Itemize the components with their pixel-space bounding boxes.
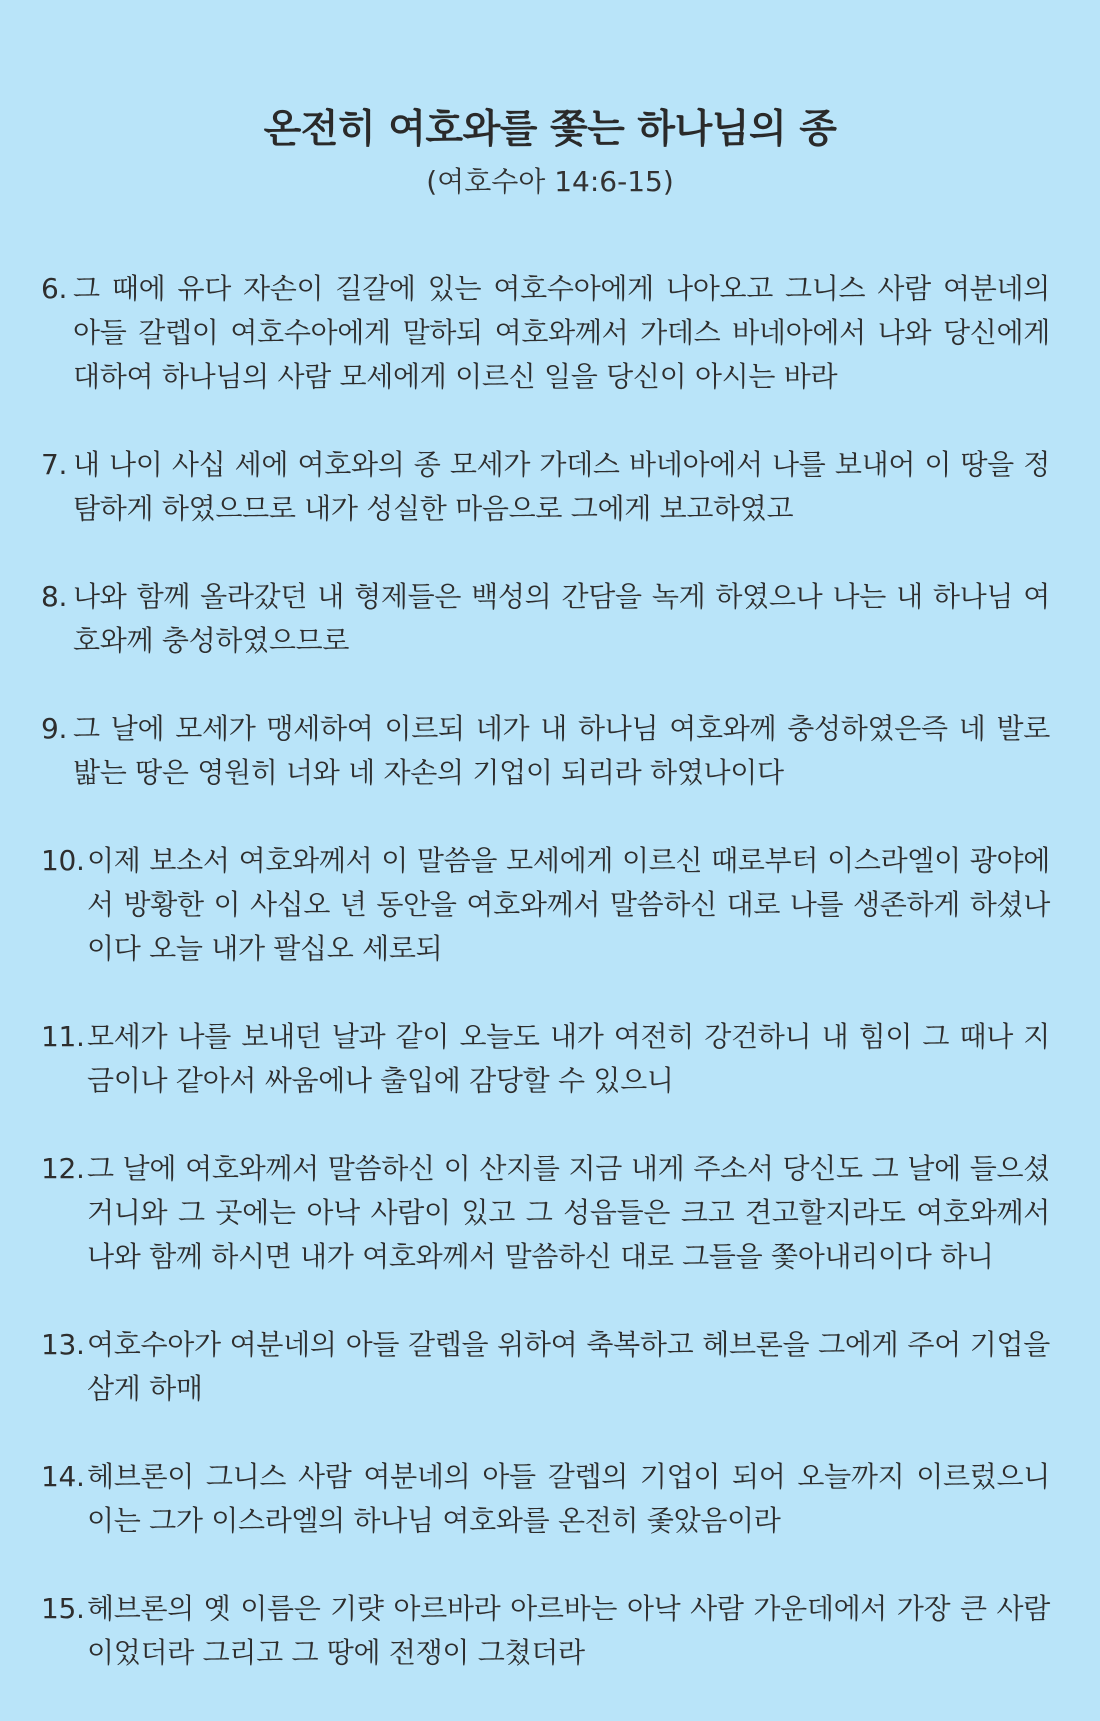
verse-number: 14. [41,1460,85,1493]
verse-text: 나와 함께 올라갔던 내 형제들은 백성의 간담을 녹게 하였으나 나는 내 하나님 여호와께 충성하였으므로 [73,580,1050,657]
verse-text: 헤브론의 옛 이름은 기럇 아르바라 아르바는 아낙 사람 가운데에서 가장 큰 사람이었더라 그리고 그 땅에 전쟁이 그쳤더라 [87,1592,1050,1669]
verse-number: 13. [41,1328,85,1361]
verse-text: 그 때에 유다 자손이 길갈에 있는 여호수아에게 나아오고 그니스 사람 여분네의 아들 갈렙이 여호수아에게 말하되 여호와께서 가데스 바네아에서 나와 당신에게 대하여 하나님의 사람 모세에게 이르신 일을 당신이 아시는 바라 [73,272,1050,393]
scripture-reference: (여호수아 14:6-15) [426,165,674,198]
verse-list [41,267,1050,1675]
verse-number: 12. [41,1152,85,1185]
verse-number: 9. [41,712,68,745]
verse-15 [41,1587,1050,1675]
verse-number: 10. [41,844,85,877]
verse-number: 11. [41,1020,85,1053]
verse-14 [41,1455,1050,1543]
verse-8 [41,575,1050,663]
verse-text: 여호수아가 여분네의 아들 갈렙을 위하여 축복하고 헤브론을 그에게 주어 기업을 삼게 하매 [87,1328,1050,1405]
page-title: 온전히 여호와를 쫓는 하나님의 종 [263,107,837,152]
verse-number: 15. [41,1592,85,1625]
verse-text: 내 나이 사십 세에 여호와의 종 모세가 가데스 바네아에서 나를 보내어 이 땅을 정탐하게 하였으므로 내가 성실한 마음으로 그에게 보고하였고 [73,448,1050,525]
verse-number: 6. [41,272,68,305]
verse-number: 8. [41,580,68,613]
verse-7 [41,443,1050,531]
verse-10 [41,839,1050,971]
verse-text: 이제 보소서 여호와께서 이 말씀을 모세에게 이르신 때로부터 이스라엘이 광야에서 방황한 이 사십오 년 동안을 여호와께서 말씀하신 대로 나를 생존하게 하셨나이다 오늘 내가 팔십오 세로되 [87,844,1050,965]
verse-6 [41,267,1050,399]
verse-9 [41,707,1050,795]
verse-11 [41,1015,1050,1103]
verse-text: 그 날에 모세가 맹세하여 이르되 네가 내 하나님 여호와께 충성하였은즉 네 발로 밟는 땅은 영원히 너와 네 자손의 기업이 되리라 하였나이다 [73,712,1050,789]
verse-text: 그 날에 여호와께서 말씀하신 이 산지를 지금 내게 주소서 당신도 그 날에 들으셨거니와 그 곳에는 아낙 사람이 있고 그 성읍들은 크고 견고할지라도 여호와께서 나와 함께 하시면 내가 여호와께서 말씀하신 대로 그들을 쫓아내리이다 하니 [87,1152,1050,1273]
verse-13 [41,1323,1050,1411]
verse-text: 모세가 나를 보내던 날과 같이 오늘도 내가 여전히 강건하니 내 힘이 그 때나 지금이나 같아서 싸움에나 출입에 감당할 수 있으니 [87,1020,1050,1097]
verse-12 [41,1147,1050,1279]
verse-text: 헤브론이 그니스 사람 여분네의 아들 갈렙의 기업이 되어 오늘까지 이르렀으니 이는 그가 이스라엘의 하나님 여호와를 온전히 좇았음이라 [87,1460,1050,1537]
verse-number: 7. [41,448,68,481]
